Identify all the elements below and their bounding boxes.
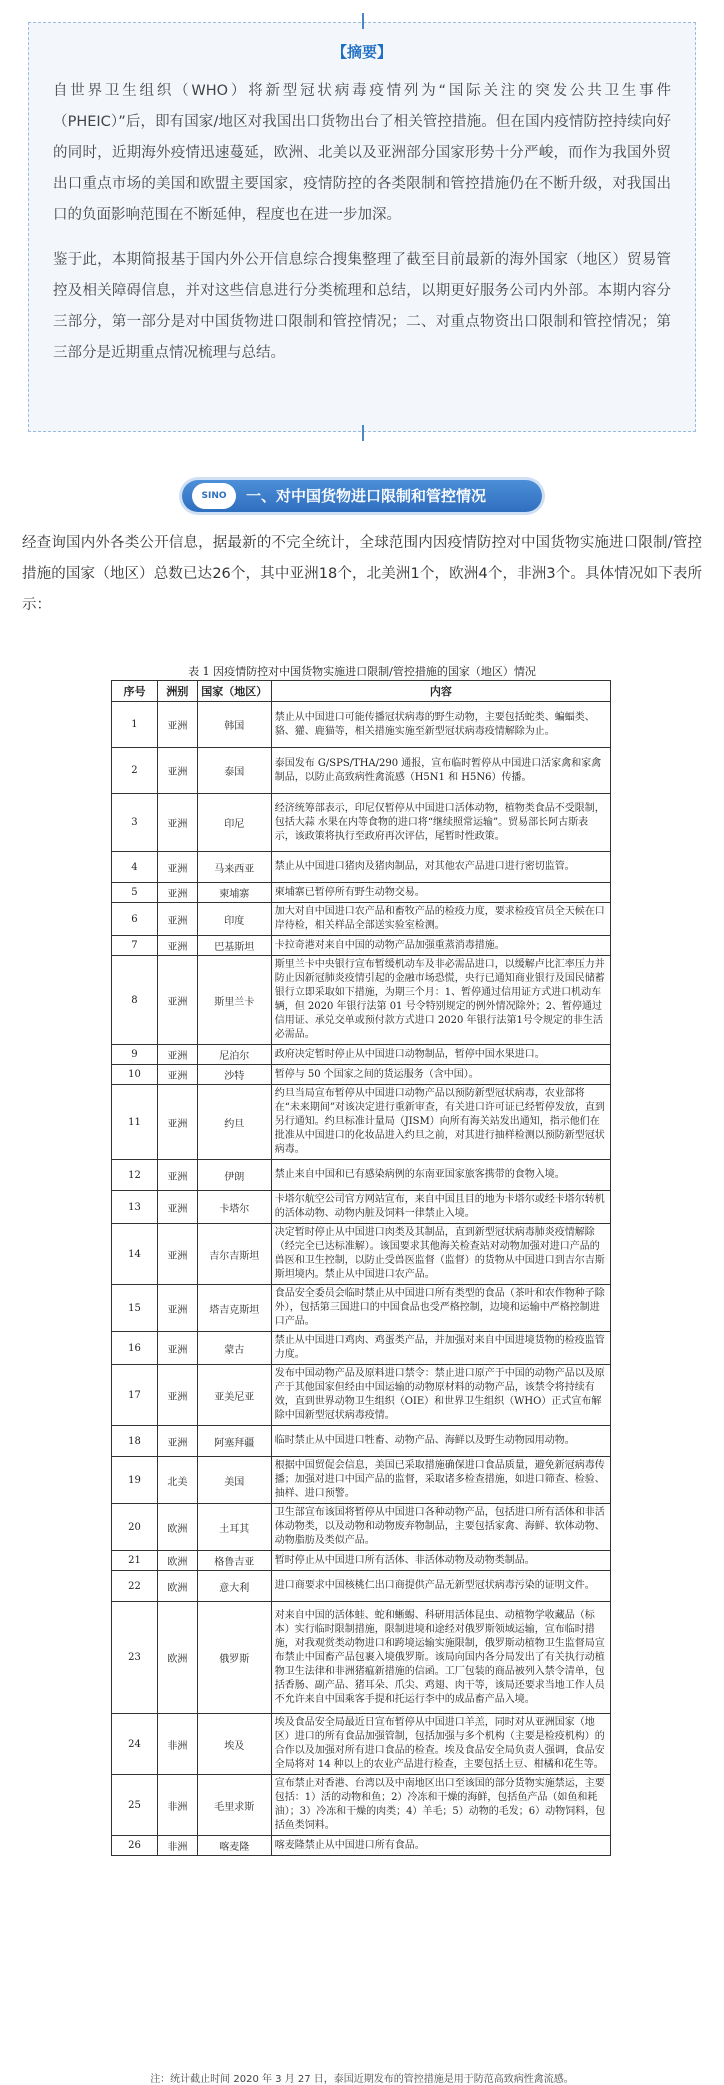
row-number: 10 (112, 1065, 158, 1085)
abstract-title: 【摘要】 (331, 43, 392, 61)
row-continent: 亚洲 (157, 1160, 197, 1191)
row-country: 美国 (197, 1457, 271, 1504)
row-number: 3 (112, 794, 158, 852)
row-country: 柬埔寨 (197, 883, 271, 903)
row-content: 食品安全委员会临时禁止从中国进口所有类型的食品（茶叶和农作物种子除外），包括第三国进口的中国食品也受严格控制，边境和运输中严格控制进口产品。 (271, 1285, 610, 1332)
row-content: 进口商要求中国核桃仁出口商提供产品无新型冠状病毒污染的证明文件。 (271, 1571, 610, 1602)
row-number: 17 (112, 1365, 158, 1426)
table-row (112, 1775, 611, 1836)
table-row (112, 936, 611, 956)
row-content: 卫生部宣布该国将暂停从中国进口各种动物产品，包括进口所有活体和非活体动物类，以及动物和动物废弃物制品，主要包括家禽、海鲜、软体动物、动物脂肪及类似产品。 (271, 1504, 610, 1551)
row-continent: 亚洲 (157, 1045, 197, 1065)
logo-icon: SINO (192, 483, 236, 509)
row-country: 印度 (197, 903, 271, 936)
row-country: 毛里求斯 (197, 1775, 271, 1836)
row-number: 6 (112, 903, 158, 936)
row-continent: 亚洲 (157, 956, 197, 1045)
row-number: 18 (112, 1426, 158, 1457)
row-country: 蒙古 (197, 1332, 271, 1365)
row-content: 约旦当局宣布暂停从中国进口动物产品以预防新型冠状病毒，农业部将在“未来期间”对该决定进行重新审查，有关进口许可证已经暂停发放，直到另行通知。约旦标准计量局（JISM）向所有海关站发出通知，指示他们在批准从中国进口的化妆品进入约旦之前，对其进行抽样检测以预防新型冠状病毒。 (271, 1085, 610, 1160)
row-content: 禁止从中国进口鸡肉、鸡蛋类产品，并加强对来自中国进境货物的检疫监管力度。 (271, 1332, 610, 1365)
table-row (112, 1426, 611, 1457)
row-content: 禁止来自中国和已有感染病例的东南亚国家旅客携带的食物入境。 (271, 1160, 610, 1191)
row-content: 卡拉奇港对来自中国的动物产品加强重蒸消毒措施。 (271, 936, 610, 956)
row-continent: 欧洲 (157, 1571, 197, 1602)
row-content: 决定暂时停止从中国进口肉类及其制品，直到新型冠状病毒肺炎疫情解除（经完全已达标准解）。该国要求其他海关检查站对动物加强对进口产品的兽医和卫生控制，以防止受兽医监督（监督）的货物从中国进口到吉尔吉斯斯坦境内。禁止从中国进口农产品。 (271, 1224, 610, 1285)
row-continent: 欧洲 (157, 1551, 197, 1571)
row-continent: 亚洲 (157, 852, 197, 883)
row-country: 约旦 (197, 1085, 271, 1160)
table-row (112, 1332, 611, 1365)
table-row (112, 1191, 611, 1224)
row-number: 7 (112, 936, 158, 956)
row-number: 14 (112, 1224, 158, 1285)
row-continent: 亚洲 (157, 1365, 197, 1426)
header-country: 国家（地区） (197, 681, 271, 702)
row-continent: 亚洲 (157, 1285, 197, 1332)
row-number: 16 (112, 1332, 158, 1365)
table-row (112, 1045, 611, 1065)
row-continent: 亚洲 (157, 1085, 197, 1160)
table-row (112, 1065, 611, 1085)
table-row (112, 702, 611, 748)
table-note: 注：统计截止时间 2020 年 3 月 27 日，泰国近期发布的管控措施是用于防范高致病性禽流感。 (150, 2074, 574, 2085)
row-content: 政府决定暂时停止从中国进口动物制品，暂停中国水果进口。 (271, 1045, 610, 1065)
row-content: 泰国发布 G/SPS/THA/290 通报，宣布临时暂停从中国进口活家禽和家禽制品，以防止高致病性禽流感（H5N1 和 H5N6）传播。 (271, 748, 610, 794)
header-no: 序号 (112, 681, 158, 702)
header-content: 内容 (271, 681, 610, 702)
table-row (112, 1602, 611, 1714)
row-country: 亚美尼亚 (197, 1365, 271, 1426)
row-number: 12 (112, 1160, 158, 1191)
row-country: 格鲁吉亚 (197, 1551, 271, 1571)
row-content: 暂停与 50 个国家之间的货运服务（含中国）。 (271, 1065, 610, 1085)
row-number: 23 (112, 1602, 158, 1714)
row-country: 尼泊尔 (197, 1045, 271, 1065)
row-number: 2 (112, 748, 158, 794)
table-row (112, 883, 611, 903)
table-row (112, 1714, 611, 1775)
row-content: 喀麦隆禁止从中国进口所有食品。 (271, 1836, 610, 1856)
row-content: 禁止从中国进口猪肉及猪肉制品，对其他农产品进口进行密切监管。 (271, 852, 610, 883)
row-number: 24 (112, 1714, 158, 1775)
row-number: 26 (112, 1836, 158, 1856)
row-content: 埃及食品安全局最近日宣布暂停从中国进口羊羔，同时对从亚洲国家（地区）进口的所有食品加强管制，包括加强与多个机构（主要是检疫机构）的合作以及加强对所有进口食品的检查。埃及食品安全局负责人强调，食品安全局将对 14 种以上的农业产品进行检查，主要包括土豆、柑橘和花生等。 (271, 1714, 610, 1775)
row-content: 宣布禁止对香港、台湾以及中南地区出口至该国的部分货物实施禁运，主要包括：1）活的动物和鱼；2）冷冻和干燥的海鲜，包括鱼产品（如鱼和耗油）；3）冷冻和干燥的肉类；4）羊毛；5）动物的毛发；6）动物饲料，包括鱼类饲料。 (271, 1775, 610, 1836)
row-content: 加大对自中国进口农产品和畜牧产品的检疫力度，要求检疫官员全天候在口岸待检，相关样品全部送实验室检测。 (271, 903, 610, 936)
row-country: 韩国 (197, 702, 271, 748)
table-row (112, 1504, 611, 1551)
table-row (112, 903, 611, 936)
row-country: 印尼 (197, 794, 271, 852)
row-country: 塔吉克斯坦 (197, 1285, 271, 1332)
table-row (112, 1457, 611, 1504)
row-country: 马来西亚 (197, 852, 271, 883)
row-continent: 欧洲 (157, 1504, 197, 1551)
row-number: 22 (112, 1571, 158, 1602)
table-row (112, 1365, 611, 1426)
row-continent: 亚洲 (157, 936, 197, 956)
row-content: 禁止从中国进口可能传播冠状病毒的野生动物，主要包括蛇类、蝙蝠类、貉、獾、鹿猫等，相关措施实施至新型冠状病毒疫情解除为止。 (271, 702, 610, 748)
table-row (112, 852, 611, 883)
section-banner (182, 480, 542, 512)
table-row (112, 1571, 611, 1602)
row-number: 19 (112, 1457, 158, 1504)
table-row (112, 1285, 611, 1332)
table-row (112, 1085, 611, 1160)
row-country: 土耳其 (197, 1504, 271, 1551)
section-title: 一、对中国货物进口限制和管控情况 (246, 487, 487, 505)
row-number: 21 (112, 1551, 158, 1571)
row-country: 泰国 (197, 748, 271, 794)
row-country: 喀麦隆 (197, 1836, 271, 1856)
row-content: 暂时停止从中国进口所有活体、非活体动物及动物类制品。 (271, 1551, 610, 1571)
row-number: 15 (112, 1285, 158, 1332)
row-country: 阿塞拜疆 (197, 1426, 271, 1457)
row-content: 斯里兰卡中央银行宣布暂缓机动车及非必需品进口，以缓解卢比汇率压力并防止因新冠肺炎疫情引起的金融市场恐慌，央行已通知商业银行及国民储蓄银行立即采取如下措施，为期三个月：1、暂停通过信用证方式进口机动车辆，但 2020 年银行法第 01 号令特别规定的例外情况除外；2、暂停通过信用证、承兑交单或预付款方式进口 2020 年银行法第1号令规定的非生活必需品。 (271, 956, 610, 1045)
table-row (112, 1836, 611, 1856)
row-number: 8 (112, 956, 158, 1045)
abstract-paragraph-1: 自世界卫生组织（WHO）将新型冠状病毒疫情列为“国际关注的突发公共卫生事件（PHEIC）”后，即有国家/地区对我国出口货物出台了相关管控措施。但在国内疫情防控持续向好的同时，近期海外疫情迅速蔓延，欧洲、北美以及亚洲部分国家形势十分严峻，而作为我国外贸出口重点市场的美国和欧盟主要国家，疫情防控的各类限制和管控措施仍在不断升级，对我国出口的负面影响范围在不断延伸，程度也在进一步加深。 (53, 83, 671, 223)
row-country: 意大利 (197, 1571, 271, 1602)
abstract-paragraph-2: 鉴于此，本期简报基于国内外公开信息综合搜集整理了截至目前最新的海外国家（地区）贸易管控及相关障碍信息，并对这些信息进行分类梳理和总结，以期更好服务公司内外部。本期内容分三部分，第一部分是对中国货物进口限制和管控情况；二、对重点物资出口限制和管控情况；第三部分是近期重点情况梳理与总结。 (53, 252, 671, 361)
row-country: 沙特 (197, 1065, 271, 1085)
row-continent: 非洲 (157, 1775, 197, 1836)
row-continent: 亚洲 (157, 883, 197, 903)
row-country: 卡塔尔 (197, 1191, 271, 1224)
row-content: 经济统筹部表示，印尼仅暂停从中国进口活体动物，植物类食品不受限制，包括大蒜 水果在内等食物的进口将“继续照常运输”。贸易部长阿古斯表示，该政策将执行至政府再次评估，尾暂时性政策。 (271, 794, 610, 852)
row-continent: 亚洲 (157, 794, 197, 852)
table-row (112, 956, 611, 1045)
row-continent: 北美 (157, 1457, 197, 1504)
row-continent: 亚洲 (157, 1332, 197, 1365)
table-body (112, 702, 611, 1856)
row-country: 伊朗 (197, 1160, 271, 1191)
row-continent: 亚洲 (157, 702, 197, 748)
restrictions-table (111, 680, 611, 1856)
intro-paragraph: 经查询国内外各类公开信息，据最新的不完全统计，全球范围内因疫情防控对中国货物实施进口限制/管控措施的国家（地区）总数已达26个，其中亚洲18个，北美洲1个，欧洲4个，非洲3个。具体情况如下表所示： (22, 535, 702, 613)
table-row (112, 1224, 611, 1285)
row-number: 5 (112, 883, 158, 903)
row-continent: 亚洲 (157, 1426, 197, 1457)
row-number: 4 (112, 852, 158, 883)
table-caption: 表 1 因疫情防控对中国货物实施进口限制/管控措施的国家（地区）情况 (188, 665, 536, 678)
header-continent: 洲别 (157, 681, 197, 702)
row-number: 13 (112, 1191, 158, 1224)
row-continent: 亚洲 (157, 1191, 197, 1224)
row-content: 柬埔寨已暂停所有野生动物交易。 (271, 883, 610, 903)
row-content: 对来自中国的活体蛙、蛇和蜥蜴、科研用活体昆虫、动植物学收藏品（标本）实行临时限制措施，限制进境和途经对俄罗斯领域运输，宣布临时措施，对我观赏类动物进口和跨境运输实施限制，俄罗斯动植物卫生监督局宣布禁止中国畜产品包裹入境俄罗斯。该局向国内各分局发出了有关执行动植物卫生法律和非洲猪瘟新措施的信函。工厂包装的商品被列入禁令清单，包括香肠、副产品、猪耳朵、爪尖、鸡翅、肉干等，该局还要求当地工作人员不允许来自中国乘客手提和托运行李中的成品畜产品入境。 (271, 1602, 610, 1714)
row-number: 11 (112, 1085, 158, 1160)
row-continent: 欧洲 (157, 1602, 197, 1714)
row-number: 20 (112, 1504, 158, 1551)
row-number: 1 (112, 702, 158, 748)
row-continent: 亚洲 (157, 748, 197, 794)
row-number: 25 (112, 1775, 158, 1836)
row-country: 吉尔吉斯坦 (197, 1224, 271, 1285)
row-country: 俄罗斯 (197, 1602, 271, 1714)
row-continent: 亚洲 (157, 903, 197, 936)
abstract-box (28, 22, 696, 432)
table-row (112, 748, 611, 794)
row-country: 巴基斯坦 (197, 936, 271, 956)
row-continent: 非洲 (157, 1836, 197, 1856)
table-row (112, 1160, 611, 1191)
row-content: 临时禁止从中国进口牲畜、动物产品、海鲜以及野生动物园用动物。 (271, 1426, 610, 1457)
row-number: 9 (112, 1045, 158, 1065)
row-content: 卡塔尔航空公司官方网站宣布，来自中国且目的地为卡塔尔或经卡塔尔转机的活体动物、动物内脏及饲料一律禁止入境。 (271, 1191, 610, 1224)
row-country: 斯里兰卡 (197, 956, 271, 1045)
table-row (112, 1551, 611, 1571)
row-continent: 非洲 (157, 1714, 197, 1775)
row-continent: 亚洲 (157, 1224, 197, 1285)
table-row (112, 794, 611, 852)
row-continent: 亚洲 (157, 1065, 197, 1085)
table-header-row (112, 681, 611, 702)
row-country: 埃及 (197, 1714, 271, 1775)
row-content: 发布中国动物产品及原料进口禁令：禁止进口原产于中国的动物产品以及原产于其他国家但经由中国运输的动物原材料的动物产品，该禁令将持续有效，直到世界动物卫生组织（OIE）和世界卫生组织（WHO）正式宣布解除中国新型冠状病毒疫情。 (271, 1365, 610, 1426)
row-content: 根据中国贸促会信息，美国已采取措施确保进口食品质量，避免新冠病毒传播；加强对进口中国产品的监督，采取诸多检查措施，如进口筛查、检验、抽样、进口预警。 (271, 1457, 610, 1504)
